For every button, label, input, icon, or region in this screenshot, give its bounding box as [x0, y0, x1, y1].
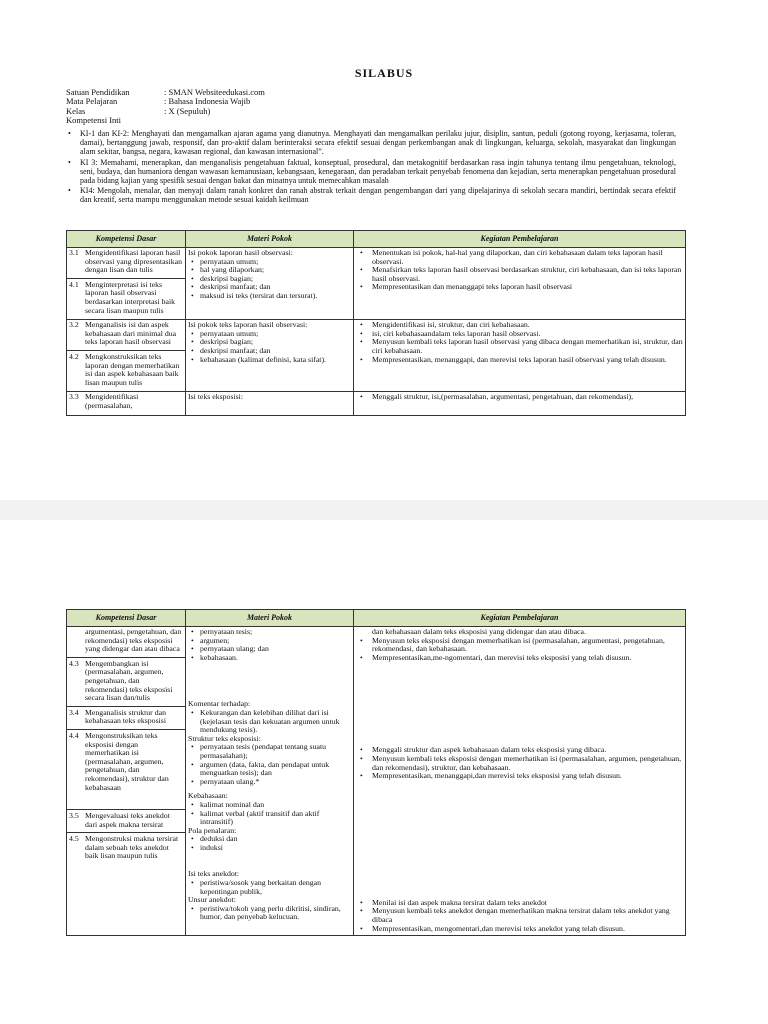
- meta-row: [66, 116, 265, 125]
- materi-intro: Struktur teks eksposisi:: [188, 733, 261, 743]
- list-text: kalimat verbal (aktif transitif dan aktif intransitif): [200, 808, 320, 827]
- list-text: pernyataan ulang.*: [200, 776, 260, 786]
- bullet-icon: •: [191, 627, 194, 636]
- spacer: [356, 662, 683, 746]
- header-kegiatan: Kegiatan Pembelajaran: [354, 231, 686, 248]
- materi-intro: Kebahasaan:: [188, 791, 228, 801]
- list-item: [188, 743, 351, 760]
- table-header-row: [67, 610, 686, 627]
- kd-number: 4.2: [69, 351, 79, 361]
- bullet-icon: •: [191, 328, 194, 338]
- spacer: [188, 852, 351, 870]
- bullet-icon: •: [191, 759, 194, 769]
- list-text: Mempresentasikan, menanggapi,dan merevisi teks eksposisi yang telah disusun.: [372, 771, 622, 781]
- list-text: deskripsi manfaat; dan: [200, 282, 271, 292]
- kegiatan-cell: [354, 392, 686, 415]
- meta-label: Satuan Pendidikan: [66, 87, 130, 97]
- kd-item: [67, 729, 185, 792]
- kd-item: [69, 249, 183, 275]
- kegiatan-continued: dan kebahasaan dalam teks eksposisi yang didengar dan atau dibaca.: [372, 627, 586, 636]
- materi-intro: Isi pokok laporan hasil observasi:: [188, 248, 293, 257]
- list-text: deskripsi bagian;: [200, 337, 254, 347]
- bullet-icon: •: [191, 345, 194, 355]
- list-item: [356, 266, 683, 283]
- spacer: [356, 781, 683, 899]
- bullet-icon: •: [360, 753, 363, 763]
- materi-cell: [186, 627, 354, 936]
- kd-number: 3.5: [69, 811, 79, 821]
- kegiatan-list: [356, 393, 683, 402]
- list-item: [188, 709, 351, 735]
- kd-text: Mengonstruksikan teks eksposisi dengan memerhatikan isi (permasalahan, argumen, pengetahuan, dan rekomendasi), struktur dan kebahasaan: [85, 730, 169, 792]
- bullet-icon: •: [191, 337, 194, 347]
- materi-intro: Pola penalaran:: [188, 825, 237, 835]
- list-item: [356, 654, 683, 663]
- list-text: Mempresentasikan,me-ngomentari, dan merevisi teks eksposisi yang telah disusun.: [372, 652, 632, 662]
- kd-cell: [67, 320, 186, 392]
- bullet-icon: •: [360, 897, 363, 907]
- kd-text: Menganalisis isi dan aspek kebahasaan dari minimal dua teks laporan hasil observasi: [85, 320, 177, 347]
- list-item: [356, 907, 683, 924]
- header-kompetensi-dasar: Kompetensi Dasar: [67, 610, 186, 627]
- ki-text: KI-1 dan KI-2: Menghayati dan mengamalkan ajaran agama yang dianutnya. Menghayati dan mengamalkan perilaku jujur, disiplin, santun, peduli (gotong royong, kerjasama, toleran, damai), bertanggung jawab, responsif, dan pro-aktif dalam berinteraksi secara efektif sesuai dengan perkembangan anak di lingkungan, keluarga, sekolah, masyarakat dan lingkungan alam sekitar, bangsa, negara, kawasan regional, dan kawasan internasional”.: [80, 129, 676, 157]
- kd-number: 4.5: [69, 834, 79, 844]
- list-item: [188, 905, 351, 922]
- table-header-row: [67, 231, 686, 248]
- bullet-icon: •: [191, 290, 194, 300]
- materi-list: [188, 330, 351, 364]
- list-item: [188, 879, 351, 896]
- meta-value: : Bahasa Indonesia Wajib: [164, 96, 251, 107]
- materi-intro: Isi teks anekdot:: [188, 869, 240, 879]
- kd-item: [67, 350, 185, 387]
- list-item: [188, 356, 351, 365]
- list-text: Mengidentifikasi isi, struktur, dan ciri kebahasaan.: [372, 320, 530, 330]
- bullet-icon: •: [360, 771, 363, 781]
- kd-item: [67, 657, 185, 703]
- document-title: SILABUS: [354, 66, 414, 80]
- materi-list: [188, 879, 351, 896]
- bullet-icon: •: [191, 635, 194, 645]
- kegiatan-cell: [354, 627, 686, 936]
- list-text: pernyataan umum;: [200, 328, 259, 338]
- materi-list: [188, 743, 351, 786]
- bullet-icon: •: [68, 157, 71, 167]
- bullet-icon: •: [191, 834, 194, 844]
- list-item: [356, 249, 683, 266]
- bullet-icon: •: [68, 186, 71, 196]
- list-text: argumen;: [200, 635, 230, 645]
- list-text: Menyusun kembali teks anekdot dengan memerhatikan makna tersirat dalam teks anekdot yang dibaca: [372, 906, 670, 924]
- list-item: [188, 778, 351, 787]
- bullet-icon: •: [360, 265, 363, 275]
- bullet-icon: •: [360, 635, 363, 645]
- list-item: [356, 283, 683, 292]
- syllabus-table: [66, 230, 686, 416]
- list-item: [356, 772, 683, 781]
- syllabus-table-continued: [66, 609, 686, 936]
- kd-item: [67, 832, 185, 861]
- bullet-icon: •: [191, 265, 194, 275]
- materi-intro: Isi teks eksposisi:: [188, 392, 244, 402]
- kegiatan-list: [356, 899, 683, 933]
- list-item: [188, 292, 351, 301]
- kegiatan-cell: [354, 248, 686, 320]
- kd-item: [69, 628, 183, 654]
- list-item: [356, 755, 683, 772]
- materi-intro: Isi pokok teks laporan hasil observasi:: [188, 320, 308, 330]
- header-kegiatan: Kegiatan Pembelajaran: [354, 610, 686, 627]
- kd-text: Mengonstruksi makna tersirat dalam sebuah teks anekdot baik lisan maupun tulis: [85, 834, 179, 861]
- list-text: Menyusun kembali teks laporan hasil observasi yang dibaca dengan memerhatikan isi, struktur, dan ciri kebahasaan.: [372, 337, 683, 355]
- list-item: [188, 761, 351, 778]
- bullet-icon: •: [191, 644, 194, 654]
- bullet-icon: •: [191, 652, 194, 662]
- kd-number: 3.1: [69, 248, 79, 257]
- kd-number: 3.4: [69, 707, 79, 717]
- materi-list: [188, 905, 351, 922]
- kd-number: 4.4: [69, 730, 79, 740]
- list-item: [188, 844, 351, 853]
- bullet-icon: •: [191, 808, 194, 818]
- document-page-2: [0, 520, 768, 1024]
- list-text: maksud isi teks (tersirat dan tersurat).: [200, 290, 318, 300]
- list-item: [188, 810, 351, 827]
- kegiatan-list: [356, 746, 683, 780]
- kd-text: Menginterpretasi isi teks laporan hasil observasi berdasarkan interpretasi baik secara lisan maupun tulis: [85, 279, 176, 315]
- kd-text: argumentasi, pengetahuan, dan rekomendasi) teks eksposisi yang didengar dan atau dibaca: [85, 627, 182, 654]
- kd-text: Mengidentifikasi (permasalahan,: [85, 392, 139, 410]
- kd-number: 3.3: [69, 392, 79, 402]
- bullet-icon: •: [191, 354, 194, 364]
- header-materi-pokok: Materi Pokok: [186, 610, 354, 627]
- list-text: isi, ciri kebahasaandalam teks laporan hasil observasi.: [372, 328, 541, 338]
- kd-cell: [67, 627, 186, 936]
- table-row: [67, 392, 686, 415]
- kd-text: Menganalisis struktur dan kebahasaan teks eksposisi: [85, 707, 166, 726]
- kegiatan-list: [356, 249, 683, 292]
- spacer: [188, 662, 351, 700]
- table-row: [67, 248, 686, 320]
- materi-list: [188, 709, 351, 735]
- bullet-icon: •: [191, 842, 194, 852]
- bullet-icon: •: [68, 129, 71, 138]
- bullet-icon: •: [191, 273, 194, 283]
- bullet-icon: •: [360, 745, 363, 755]
- list-text: hal yang dilaporkan;: [200, 265, 265, 275]
- kegiatan-cell: [354, 320, 686, 392]
- list-text: Kekurangan dan kelebihan dilihat dari isi (kejelasan tesis dan kekuatan argumen untuk mendukung tesis).: [200, 707, 340, 735]
- list-text: kalimat nominal dan: [200, 799, 265, 809]
- list-text: kebahasaan (kalimat definisi, kata sifat).: [200, 354, 326, 364]
- kompetensi-inti-list: [66, 129, 676, 206]
- list-item: [356, 925, 683, 934]
- bullet-icon: •: [360, 906, 363, 916]
- table-row: [67, 627, 686, 936]
- bullet-icon: •: [191, 799, 194, 809]
- ki-text: KI4: Mengolah, menalar, dan menyaji dalam ranah konkret dan ranah abstrak terkait dengan pengembangan dari yang dipelajarinya di sekolah secara mandiri, bertindak secara efektif dan kreatif, serta mampu menggunakan metode sesuai kaidah keilmuan: [80, 186, 676, 205]
- bullet-icon: •: [360, 328, 363, 338]
- kd-cell: [67, 248, 186, 320]
- list-text: pernyataan tesis;: [200, 627, 253, 636]
- list-text: Mempresentasikan dan menanggapi teks laporan hasil observasi: [372, 282, 573, 292]
- identity-block: [66, 88, 265, 126]
- ki-item: [66, 186, 676, 204]
- list-item: [356, 356, 683, 365]
- table-row: [67, 320, 686, 392]
- kegiatan-list: [356, 321, 683, 364]
- kd-cell: [67, 392, 186, 415]
- bullet-icon: •: [191, 707, 194, 717]
- kd-text: Mengkonstruksikan teks laporan dengan memerhatikan isi dan aspek kebahasaan baik lisan maupun tulis: [85, 351, 180, 387]
- materi-list: [188, 835, 351, 852]
- kd-number: [69, 628, 85, 654]
- kd-number: 3.2: [69, 320, 79, 330]
- list-text: Menyusun kembali teks eksposisi dengan memerhatikan isi (permasalahan, argumen, pengetahuan, dan rekomendasi), struktur, dan kebahasaan.: [372, 753, 682, 772]
- ki-item: [66, 158, 676, 186]
- materi-list: [188, 801, 351, 827]
- list-text: Menggali struktur dan aspek kebahasaan dalam teks eksposisi yang dibaca.: [372, 745, 607, 755]
- list-text: Mempresentasikan, menanggapi, dan merevisi teks laporan hasil observasi yang telah disusun.: [372, 354, 667, 364]
- bullet-icon: •: [191, 742, 194, 752]
- bullet-icon: •: [191, 903, 194, 913]
- materi-intro: Unsur anekdot:: [188, 895, 236, 905]
- kd-item: [69, 321, 183, 347]
- list-text: Mempresentasikan, mengomentari,dan merevisi teks anekdot yang telah disusun.: [372, 923, 625, 933]
- kd-number: 4.1: [69, 279, 79, 289]
- kegiatan-list: [356, 637, 683, 663]
- kd-text: Mengembangkan isi (permasalahan, argumen, pengetahuan, dan rekomendasi) teks eksposisi secara lisan dan/tulis: [85, 658, 173, 703]
- list-text: deskripsi bagian;: [200, 273, 254, 283]
- materi-cell: [186, 248, 354, 320]
- meta-label: Mata Pelajaran: [66, 96, 118, 107]
- list-text: deskripsi manfaat; dan: [200, 345, 271, 355]
- bullet-icon: •: [360, 320, 363, 330]
- kd-text: Mengevaluasi teks anekdot dari aspek makna tersirat: [85, 811, 170, 829]
- meta-label: Kelas: [66, 105, 86, 116]
- list-text: deduksi dan: [200, 834, 238, 844]
- list-text: Menafsirkan teks laporan hasil observasi berdasarkan struktur, ciri kebahasaan, dan isi teks laporan hasil observasi.: [372, 265, 682, 283]
- list-text: kebahasaan.: [200, 652, 238, 662]
- list-item: [356, 393, 683, 402]
- ki-text: KI 3: Memahami, menerapkan, dan menganalisis pengetahuan faktual, konseptual, prosedural, dan metakognitif berdasarkan rasa ingin tahunya tentang ilmu pengetahuan, teknologi, seni, budaya, dan humaniora dengan wawasan kemanusiaan, kebangsaan, kenegaraan, dan peradaban terkait penyebab fenomena dan kejadian, serta menerapkan pengetahuan prosedural pada bidang kajian yang spesifik sesuai dengan bakat dan minatnya untuk memecahkan masalah: [80, 157, 676, 186]
- list-item: [356, 637, 683, 654]
- list-text: pernyataan tesis (pendapat tentang suatu permasalahan);: [200, 742, 327, 760]
- list-text: peristiwa/tokoh yang perlu dikritisi, sindiran, humor, dan penyebab kelucuan.: [200, 903, 341, 922]
- kd-item: [67, 809, 185, 829]
- list-text: induksi: [200, 842, 223, 852]
- list-text: Menyusun teks eksposisi dengan memerhatikan isi (permasalahan, argumentasi, pengetahuan, rekomendasi, dan kebahasaan.: [372, 635, 665, 654]
- list-text: argumen (data, fakta, dan pendapat untuk menguatkan tesis); dan: [200, 759, 330, 778]
- meta-label: Kompetensi Inti: [66, 115, 122, 126]
- bullet-icon: •: [360, 354, 363, 364]
- meta-value: : X (Sepuluh): [164, 105, 211, 116]
- kd-text: Mengidentifikasi laporan hasil observasi yang dipresentasikan dengan lisan dan tulis: [85, 248, 183, 275]
- list-text: Menentukan isi pokok, hal-hal yang dilaporkan, dan ciri kebahasaan dalam teks laporan hasil observasi.: [372, 248, 663, 266]
- bullet-icon: •: [360, 248, 363, 257]
- bullet-icon: •: [360, 923, 363, 933]
- bullet-icon: •: [191, 282, 194, 292]
- spacer: [69, 800, 183, 806]
- kd-item: [67, 706, 185, 726]
- materi-list: [188, 258, 351, 301]
- materi-list: [188, 628, 351, 662]
- materi-cell: [186, 320, 354, 392]
- kd-item: [69, 393, 183, 410]
- list-text: Menggali struktur, isi,(permasalahan, argumentasi, pengetahuan, dan rekomendasi),: [372, 392, 634, 402]
- header-materi-pokok: Materi Pokok: [186, 231, 354, 248]
- materi-cell: [186, 392, 354, 415]
- bullet-icon: •: [360, 282, 363, 292]
- list-item: [356, 338, 683, 355]
- bullet-icon: •: [191, 256, 194, 266]
- list-text: pernyataan ulang; dan: [200, 644, 269, 654]
- kd-item: [67, 278, 185, 315]
- bullet-icon: •: [191, 776, 194, 786]
- bullet-icon: •: [191, 878, 194, 888]
- list-text: peristiwa/sosok yang berkaitan dengan kepentingan publik,: [200, 878, 322, 896]
- meta-value: : SMAN Websiteedukasi.com: [164, 87, 265, 97]
- document-page-1: [0, 0, 768, 500]
- ki-item: [66, 129, 676, 157]
- header-kompetensi-dasar: Kompetensi Dasar: [67, 231, 186, 248]
- bullet-icon: •: [360, 337, 363, 347]
- materi-intro: Komentar terhadap:: [188, 699, 251, 709]
- kd-number: 4.3: [69, 658, 79, 668]
- bullet-icon: •: [360, 392, 363, 402]
- list-text: Menilai isi dan aspek makna tersirat dalam teks anekdot: [372, 897, 547, 907]
- bullet-icon: •: [360, 652, 363, 662]
- list-item: [188, 654, 351, 663]
- list-text: pernyataan umum;: [200, 256, 259, 266]
